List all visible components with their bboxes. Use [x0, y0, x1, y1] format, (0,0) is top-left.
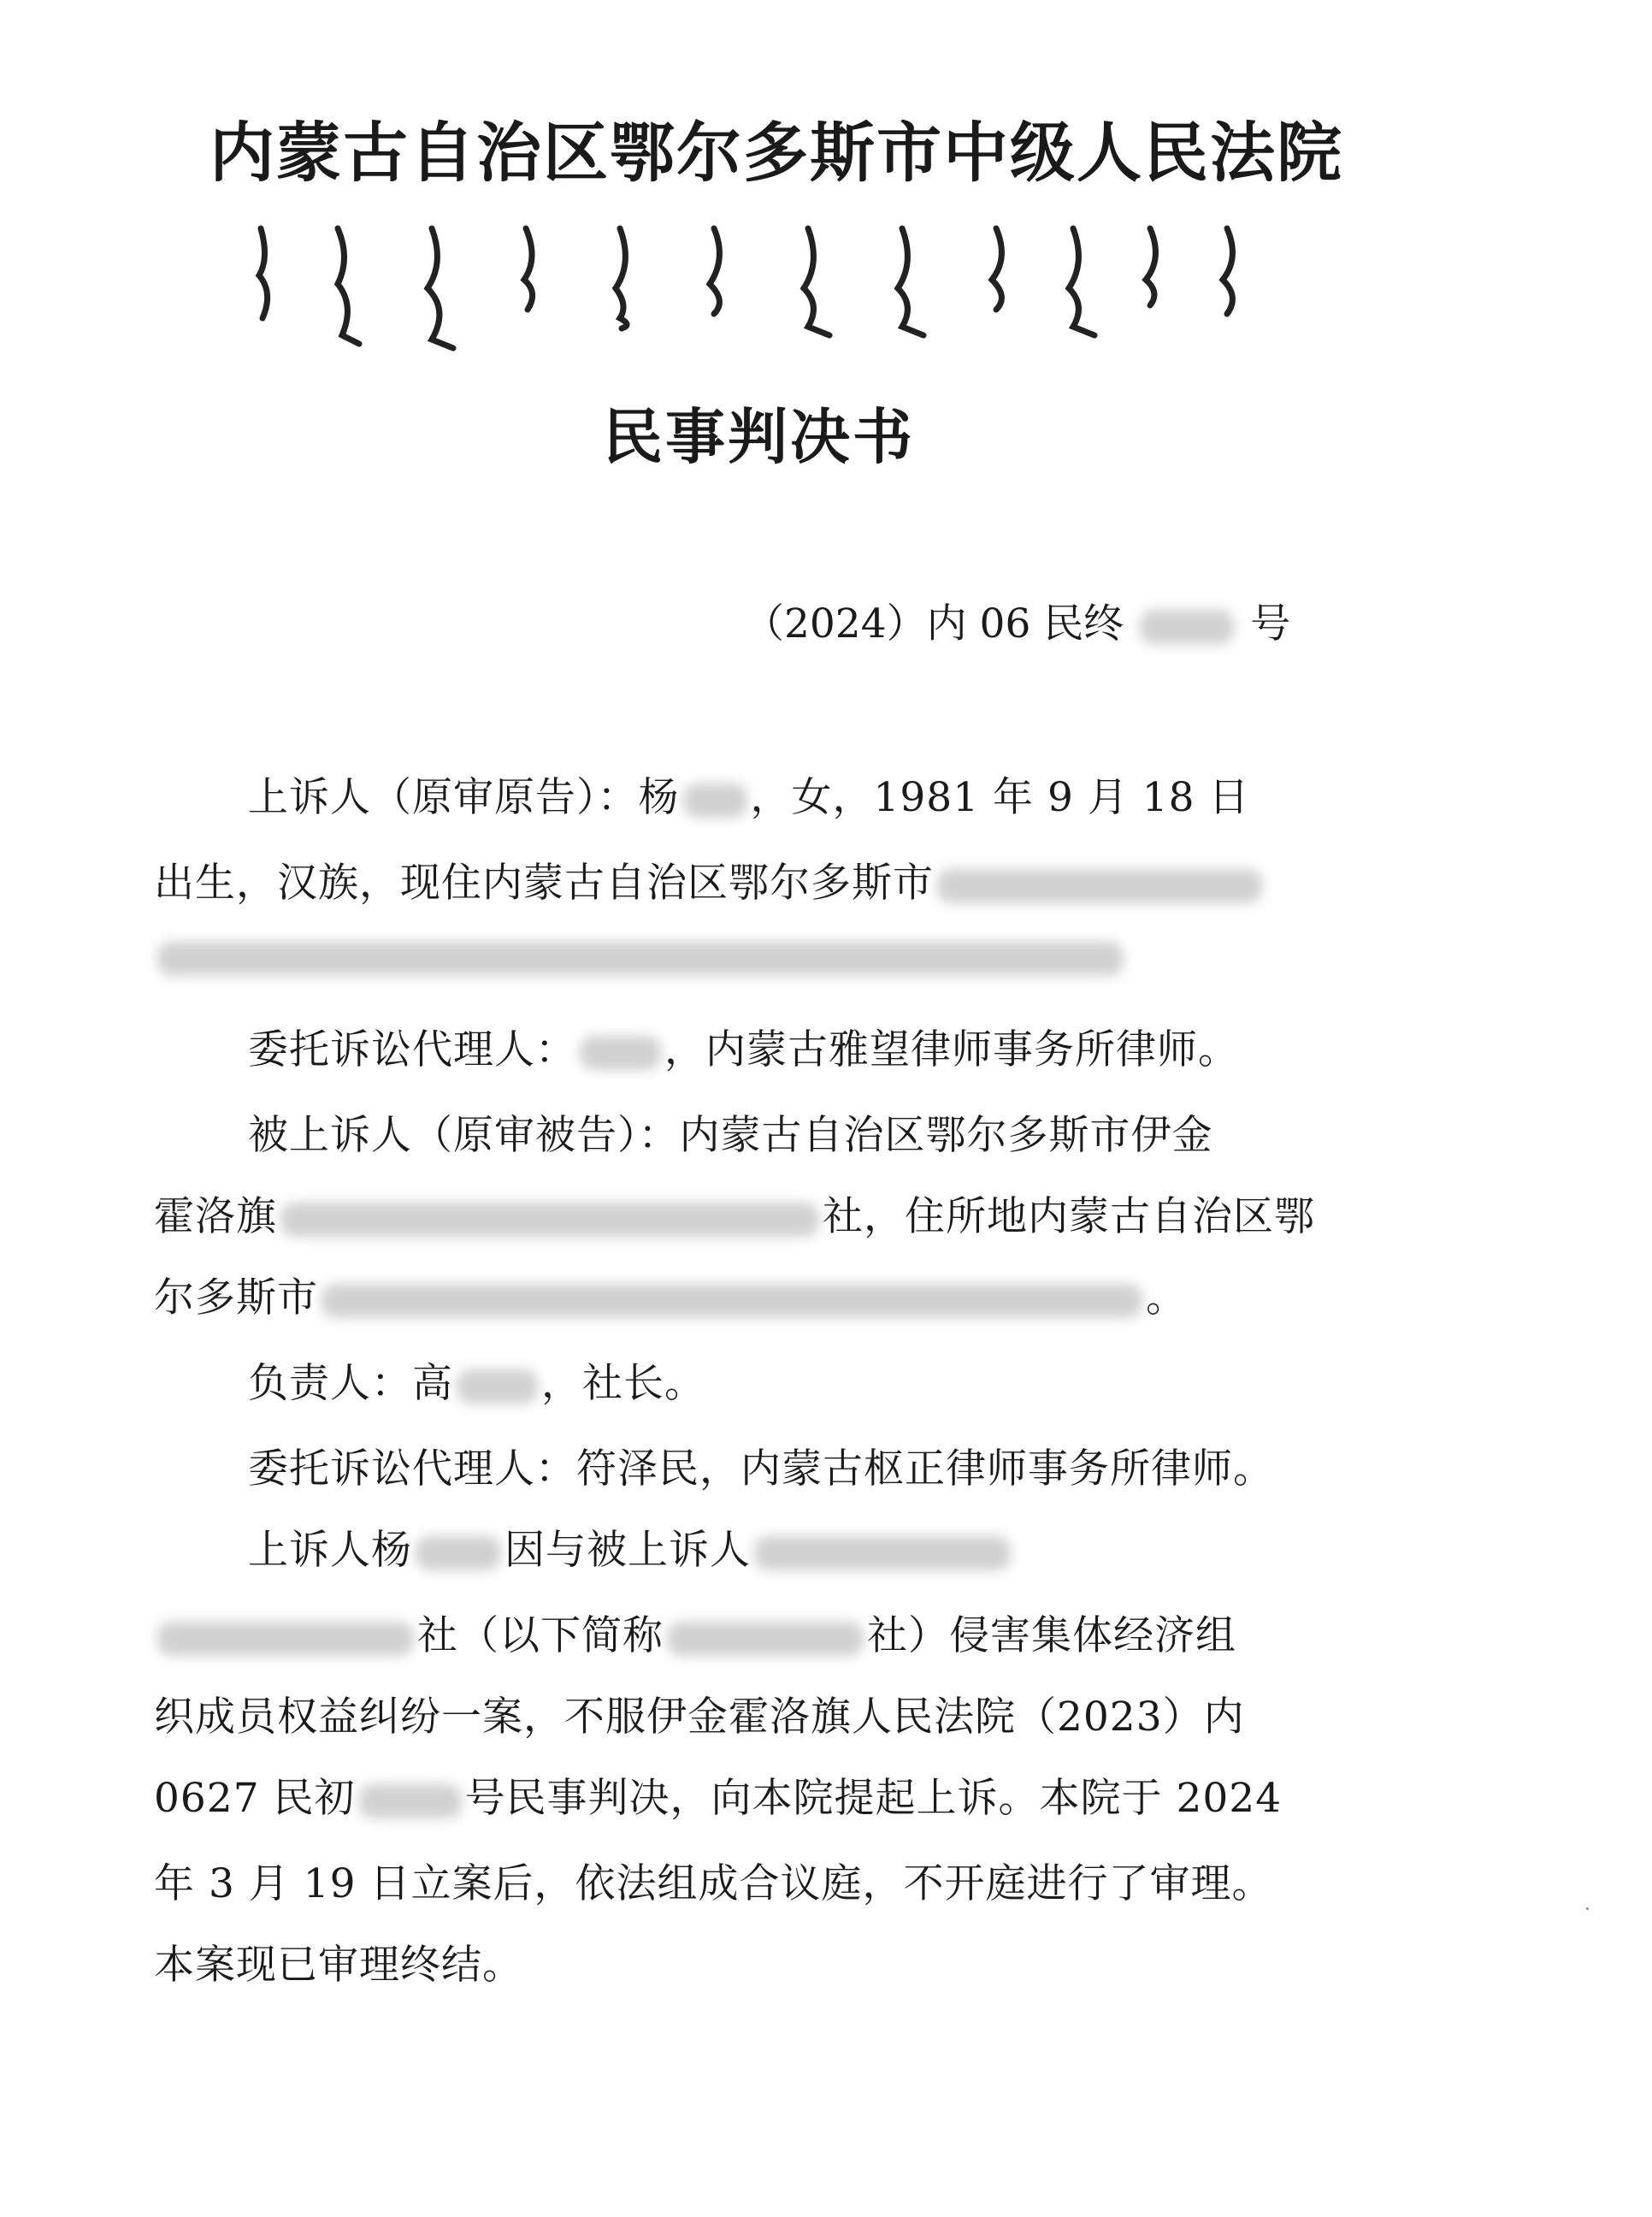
appellee-name-start: 霍洛旗 — [154, 1193, 277, 1240]
redacted-appellee-address — [322, 1284, 1142, 1318]
first-instance-label: 0627 民初 — [154, 1775, 356, 1822]
appellee-line-2 — [154, 1185, 1315, 1242]
case-line-5: 年 3 月 19 日立案后，依法组成合议庭，不开庭进行了审理。 — [154, 1860, 1273, 1907]
responsible-label: 负责人：高 — [248, 1360, 453, 1407]
appellee-agent: 委托诉讼代理人：符泽民，内蒙古枢正律师事务所律师。 — [248, 1445, 1274, 1493]
redacted-abbrev — [667, 1622, 864, 1656]
appellant-agent — [248, 1018, 1239, 1075]
appellant-label: 上诉人（原审原告）：杨 — [248, 774, 680, 821]
redacted-address — [937, 869, 1262, 903]
redacted-responsible-name — [457, 1369, 538, 1404]
case-line-2 — [154, 1604, 1236, 1661]
agent-firm: ，内蒙古雅望律师事务所律师。 — [664, 1026, 1239, 1073]
redacted-agent-name — [580, 1036, 661, 1070]
case-number-prefix: （2024）内 06 民终 — [744, 600, 1124, 647]
responsible-title: ，社长。 — [541, 1360, 705, 1407]
appellee-line-3 — [154, 1266, 1187, 1323]
appellant-info: ，女，1981 年 9 月 18 日 — [750, 774, 1250, 821]
appellee-address-label: 社，住所地内蒙古自治区鄂 — [823, 1193, 1315, 1240]
appellant-line-2 — [154, 851, 1266, 908]
case-number — [744, 592, 1342, 649]
redacted-address-cont — [157, 942, 1124, 976]
redacted-name — [683, 783, 747, 818]
appellant-line-1 — [248, 766, 1250, 823]
redacted-appellee-name — [280, 1203, 819, 1237]
document-title: 民事判决书 — [603, 402, 915, 472]
case-line-4 — [154, 1766, 1282, 1824]
appellee-line-1: 被上诉人（原审被告）：内蒙古自治区鄂尔多斯市伊金 — [248, 1112, 1213, 1159]
redacted-name-2 — [416, 1536, 501, 1570]
case-appellee-label: 因与被上诉人 — [504, 1527, 751, 1574]
period: 。 — [1146, 1274, 1187, 1321]
case-type: 社）侵害集体经济组 — [867, 1612, 1236, 1659]
redacted-appellee-cont — [157, 1622, 414, 1656]
appellant-line-3 — [154, 932, 1127, 979]
agent-label: 委托诉讼代理人： — [248, 1026, 576, 1073]
case-line-1 — [248, 1518, 1014, 1576]
case-appellant: 上诉人杨 — [248, 1527, 412, 1574]
court-name: 内蒙古自治区鄂尔多斯市中级人民法院 — [209, 115, 1343, 191]
case-line-3: 织成员权益纠纷一案，不服伊金霍洛旗人民法院（2023）内 — [154, 1694, 1245, 1741]
scan-speck — [1586, 1907, 1589, 1910]
redacted-case-id — [1140, 610, 1234, 644]
appeal-filed: 号民事判决，向本院提起上诉。本院于 2024 — [464, 1775, 1283, 1822]
responsible-person — [248, 1351, 705, 1409]
redacted-first-instance-no — [359, 1784, 462, 1818]
case-number-suffix: 号 — [1250, 600, 1291, 647]
appellee-address-start: 尔多斯市 — [154, 1274, 318, 1321]
appellant-address: 出生，汉族，现住内蒙古自治区鄂尔多斯市 — [154, 860, 934, 907]
case-line-6: 本案现已审理终结。 — [154, 1942, 523, 1989]
mongolian-court-name — [252, 224, 1278, 352]
redacted-appellee-2 — [754, 1536, 1011, 1570]
abbrev-label: 社（以下简称 — [417, 1612, 664, 1659]
